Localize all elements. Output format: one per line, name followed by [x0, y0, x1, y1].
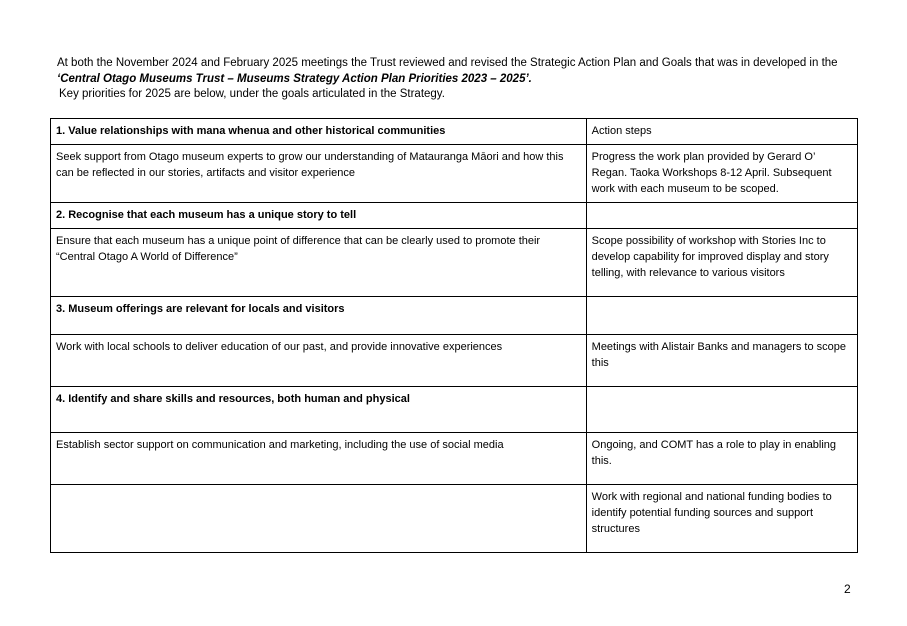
table-row	[51, 229, 858, 297]
goal-heading: 3. Museum offerings are relevant for locals and visitors	[51, 297, 587, 335]
action-step: Ongoing, and COMT has a role to play in enabling this.	[586, 433, 857, 485]
goal-action: Seek support from Otago museum experts to grow our understanding of Matauranga Māori and how this can be reflected in our stories, artifacts and visitor experience	[51, 145, 587, 203]
table-row	[51, 485, 858, 553]
action-step: Progress the work plan provided by Gerard O’ Regan. Taoka Workshops 8-12 April. Subsequent work with each museum to be scoped.	[586, 145, 857, 203]
action-plan-table	[50, 118, 858, 553]
table-row	[51, 297, 858, 335]
goal-action: Establish sector support on communication and marketing, including the use of social media	[51, 433, 587, 485]
column-header-action-steps: Action steps	[586, 119, 857, 145]
intro-paragraph	[57, 56, 857, 103]
goal-action	[51, 485, 587, 553]
goal-action: Ensure that each museum has a unique point of difference that can be clearly used to promote their “Central Otago A World of Difference”	[51, 229, 587, 297]
table-row	[51, 387, 858, 433]
table-row	[51, 145, 858, 203]
intro-document-title: ‘Central Otago Museums Trust – Museums Strategy Action Plan Priorities 2023 – 2025’.	[57, 72, 532, 85]
goal-heading: 4. Identify and share skills and resources, both human and physical	[51, 387, 587, 433]
action-step	[586, 387, 857, 433]
goal-action: Work with local schools to deliver education of our past, and provide innovative experiences	[51, 335, 587, 387]
action-step	[586, 297, 857, 335]
goal-heading: 1. Value relationships with mana whenua and other historical communities	[51, 119, 587, 145]
action-step	[586, 203, 857, 229]
goal-heading: 2. Recognise that each museum has a unique story to tell	[51, 203, 587, 229]
table-row	[51, 203, 858, 229]
page-number: 2	[844, 582, 851, 596]
action-step: Work with regional and national funding bodies to identify potential funding sources and support structures	[586, 485, 857, 553]
action-step: Meetings with Alistair Banks and managers to scope this	[586, 335, 857, 387]
intro-line-3: Key priorities for 2025 are below, under the goals articulated in the Strategy.	[59, 88, 445, 100]
action-step: Scope possibility of workshop with Stories Inc to develop capability for improved display and story telling, with relevance to various visitors	[586, 229, 857, 297]
table-row	[51, 433, 858, 485]
table-row	[51, 335, 858, 387]
table-row	[51, 119, 858, 145]
intro-line-1: At both the November 2024 and February 2025 meetings the Trust reviewed and revised the Strategic Action Plan and Goals that was in developed in the	[57, 57, 838, 69]
